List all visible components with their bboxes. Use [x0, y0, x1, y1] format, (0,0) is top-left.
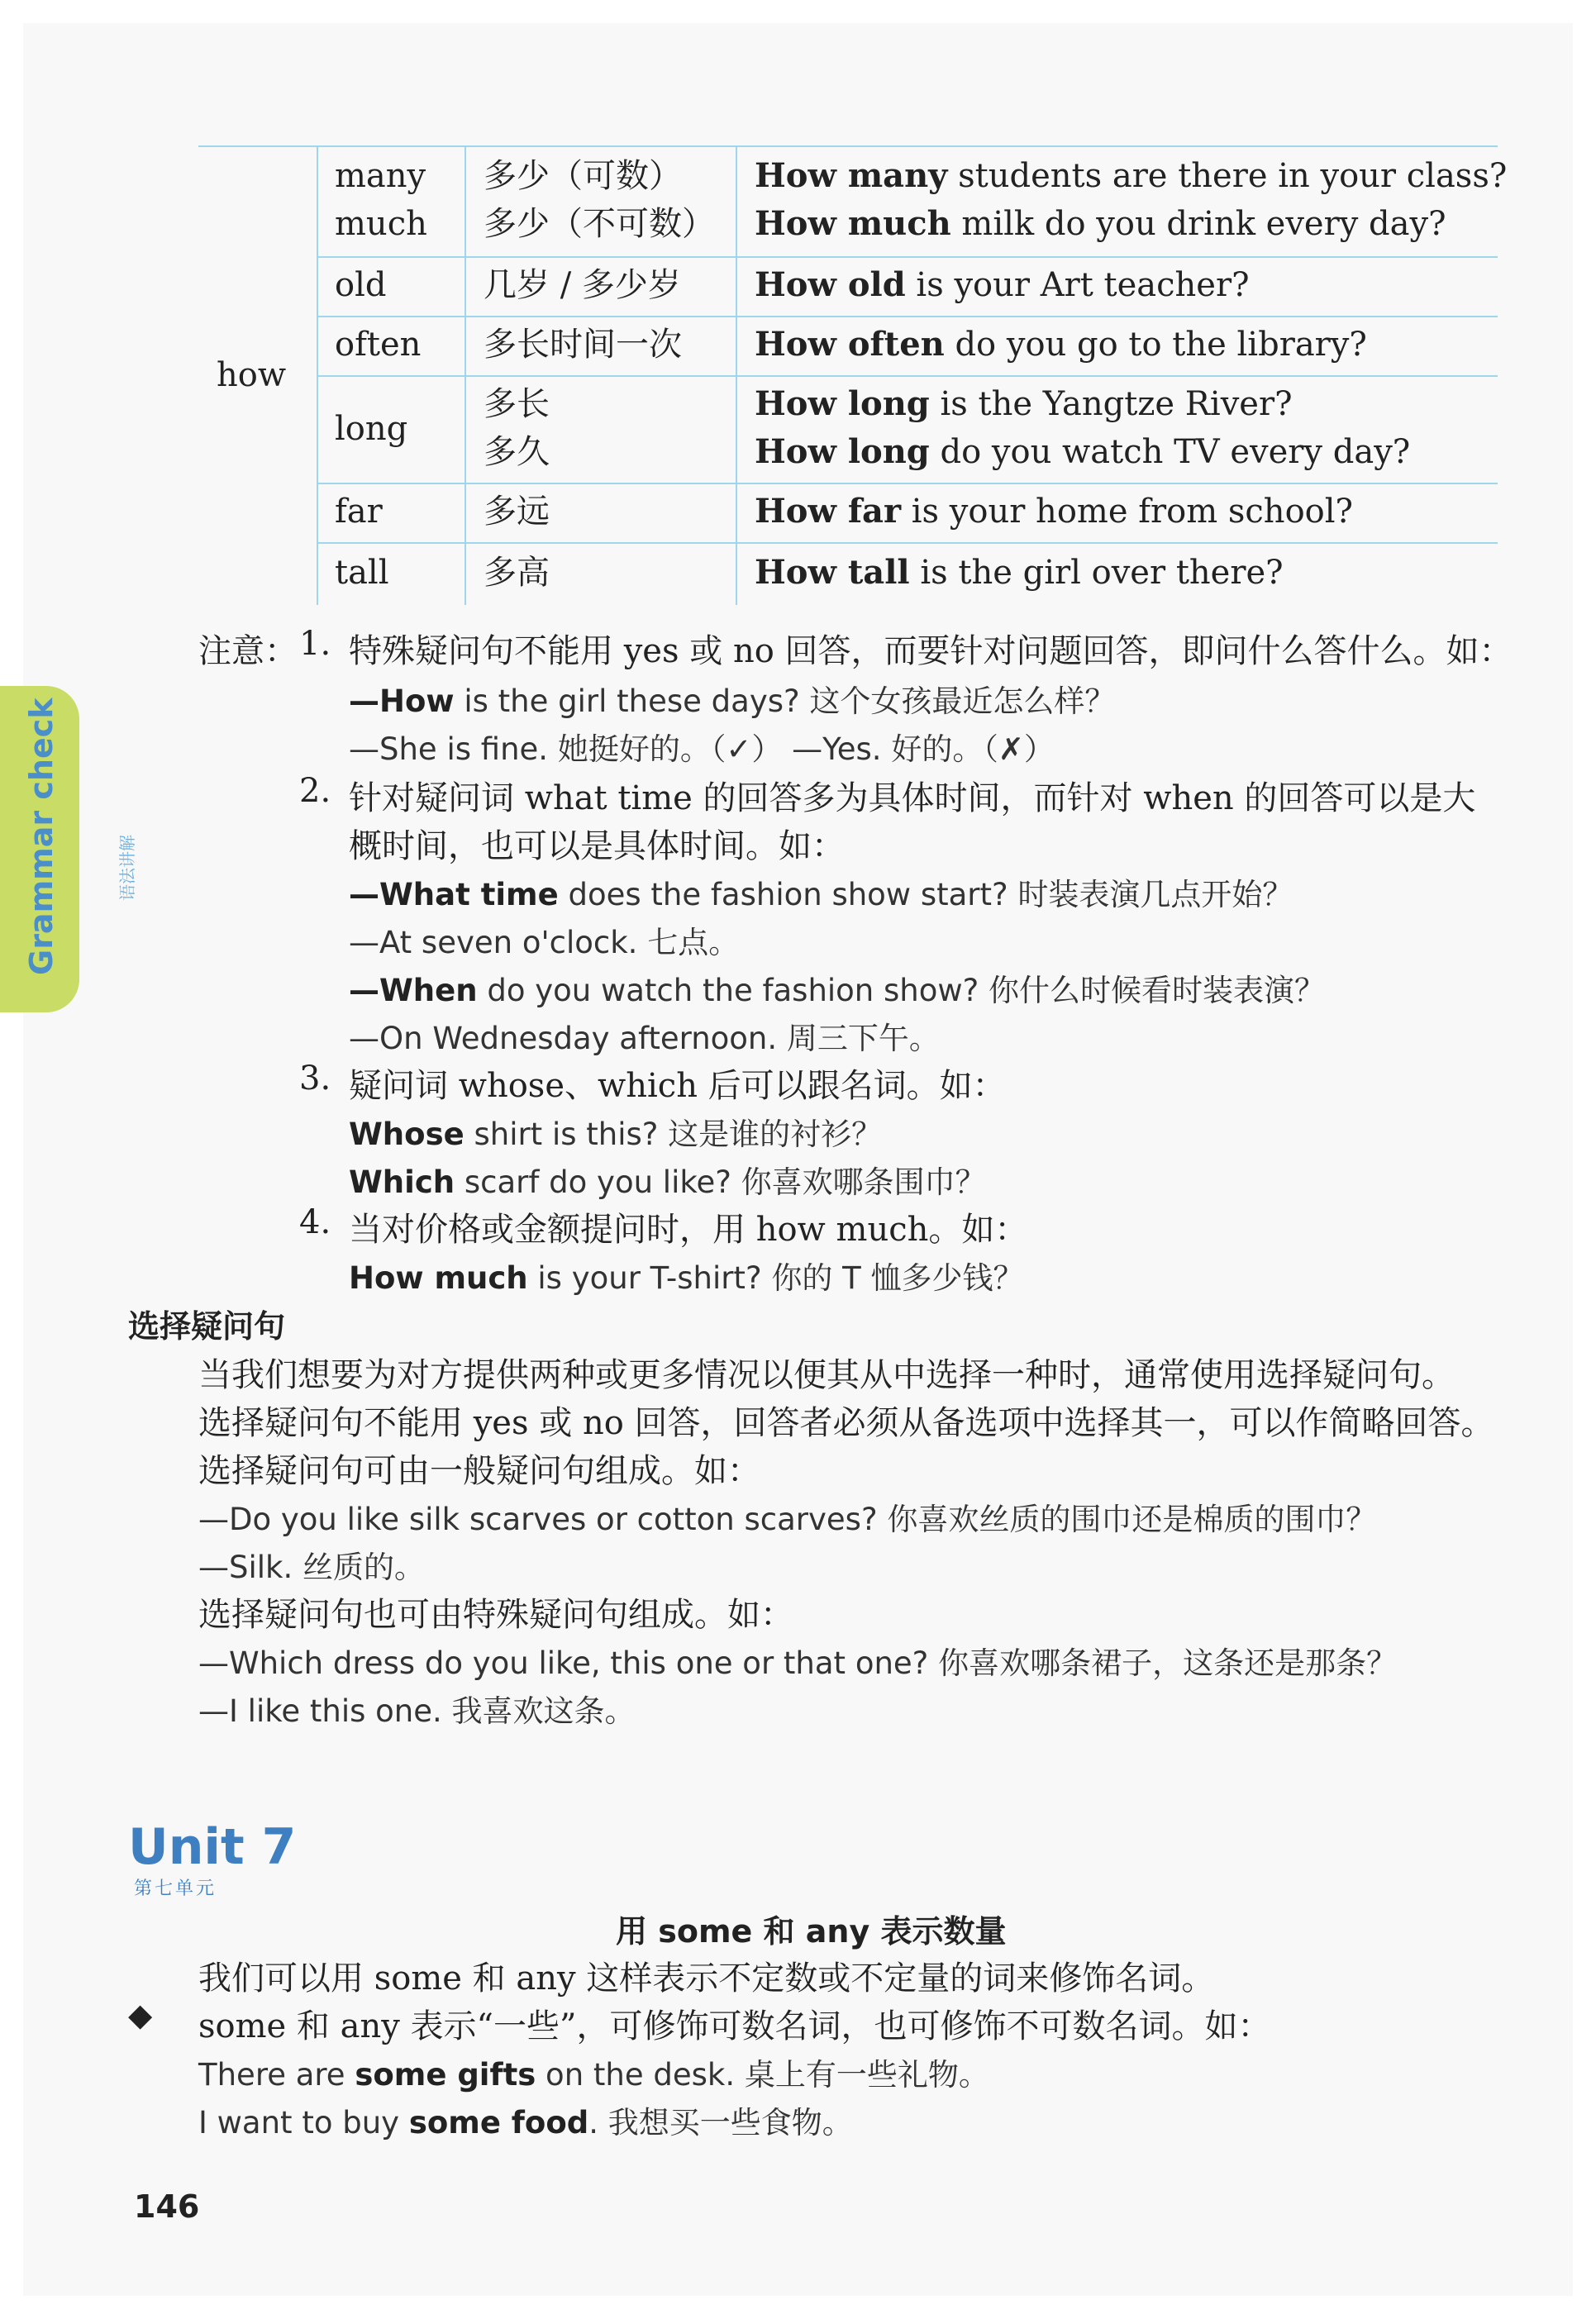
note-2-example-4: —On Wednesday afternoon. 周三下午。 — [349, 1021, 940, 1056]
note-2-example-3: —When do you watch the fashion show? 你什么时候看时装表演？ — [349, 973, 1326, 1008]
example-tall: How tall is the girl over there? — [755, 553, 1284, 592]
note-3-text: 疑问词 whose、which 后可以跟名词。如： — [349, 1067, 1006, 1105]
note-3-example-1: Whose shirt is this? 这是谁的衬衫？ — [349, 1117, 883, 1152]
note-2-text-1: 针对疑问词 what time 的回答多为具体时间，而针对 when 的回答可以是大 — [349, 779, 1476, 817]
meaning-far: 多远 — [484, 493, 550, 531]
example-much: How much milk do you drink every day? — [755, 204, 1446, 243]
unit-subtitle: 第七单元 — [134, 1879, 217, 1899]
choice-example-3: —Which dress do you like, this one or that one? 你喜欢哪条裙子，这条还是那条？ — [198, 1645, 1398, 1681]
meaning-much: 多少（不可数） — [484, 205, 715, 243]
meaning-tall: 多高 — [484, 554, 550, 592]
note-4-number: 4. — [299, 1203, 331, 1241]
meaning-long-1: 多长 — [484, 385, 550, 423]
note-3-example-2: Which scarf do you like? 你喜欢哪条围巾？ — [349, 1164, 986, 1200]
word-far: far — [335, 493, 383, 531]
meaning-often: 多长时间一次 — [484, 326, 682, 364]
choice-paragraph-3: 选择疑问句可由一般疑问句组成。如： — [198, 1452, 760, 1490]
example-far: How far is your home from school? — [755, 492, 1353, 531]
table-rule — [318, 542, 1498, 544]
note-2-example-2: —At seven o'clock. 七点。 — [349, 925, 740, 960]
example-often: How often do you go to the library? — [755, 325, 1367, 364]
table-rule — [318, 316, 1498, 317]
word-old: old — [335, 266, 387, 304]
table-col-rule — [317, 145, 318, 605]
unit-bullet-text: some 和 any 表示“一些”，可修饰可数名词，也可修饰不可数名词。如： — [198, 2007, 1271, 2045]
choice-example-4: —I like this one. 我喜欢这条。 — [198, 1693, 636, 1729]
meaning-many: 多少（可数） — [484, 157, 682, 195]
unit-title: Unit 7 — [128, 1818, 297, 1876]
word-much: much — [335, 205, 427, 243]
notes-label: 注意： — [198, 632, 298, 670]
note-1-example-1: —How is the girl these days? 这个女孩最近怎么样？ — [349, 683, 1116, 719]
section-title: 用 some 和 any 表示数量 — [616, 1913, 1007, 1950]
table-top-rule — [198, 145, 1498, 147]
table-rule — [318, 375, 1498, 377]
table-col-rule — [465, 145, 466, 605]
row-head-how: how — [217, 356, 287, 394]
note-1-example-2: —She is fine. 她挺好的。（✓） —Yes. 好的。（✗） — [349, 731, 1055, 767]
note-1-text: 特殊疑问句不能用 yes 或 no 回答，而要针对问题回答，即问什么答什么。如： — [349, 632, 1513, 670]
note-2-number: 2. — [299, 772, 331, 810]
meaning-long-2: 多久 — [484, 433, 550, 471]
page-number: 146 — [134, 2188, 200, 2225]
note-4-example-1: How much is your T-shirt? 你的 T 恤多少钱？ — [349, 1260, 1024, 1296]
word-long: long — [335, 410, 408, 448]
example-many: How many students are there in your class? — [755, 156, 1508, 195]
note-2-example-1: —What time does the fashion show start? 时装表演几点开始？ — [349, 877, 1293, 912]
word-tall: tall — [335, 554, 389, 592]
choice-example-2: —Silk. 丝质的。 — [198, 1550, 425, 1585]
example-old: How old is your Art teacher? — [755, 265, 1250, 304]
meaning-old: 几岁 / 多少岁 — [484, 266, 681, 304]
choice-paragraph-2: 选择疑问句不能用 yes 或 no 回答，回答者必须从备选项中选择其一，可以作简略回答。 — [198, 1404, 1494, 1442]
unit-intro: 我们可以用 some 和 any 这样表示不定数或不定量的词来修饰名词。 — [198, 1959, 1215, 1998]
choice-paragraph-4: 选择疑问句也可由特殊疑问句组成。如： — [198, 1596, 793, 1634]
note-1-number: 1. — [299, 625, 331, 663]
unit-example-2: I want to buy some food. 我想买一些食物。 — [198, 2105, 853, 2140]
example-long-2: How long do you watch TV every day? — [755, 432, 1411, 471]
word-often: often — [335, 326, 422, 364]
note-2-text-2: 概时间，也可以是具体时间。如： — [349, 827, 845, 865]
unit-example-1: There are some gifts on the desk. 桌上有一些礼物。 — [198, 2057, 989, 2093]
side-tab-title: Grammar check — [23, 698, 60, 975]
choice-heading: 选择疑问句 — [128, 1308, 286, 1345]
choice-example-1: —Do you like silk scarves or cotton scarves? 你喜欢丝质的围巾还是棉质的围巾？ — [198, 1502, 1377, 1537]
word-many: many — [335, 157, 426, 195]
example-long-1: How long is the Yangtze River? — [755, 384, 1293, 423]
table-rule — [318, 483, 1498, 484]
note-4-text: 当对价格或金额提问时，用 how much。如： — [349, 1211, 1028, 1249]
side-tab-subtitle: 语法讲解 — [117, 835, 137, 901]
table-rule — [318, 256, 1498, 258]
bullet-diamond-icon: ◆ — [128, 1997, 153, 2033]
table-col-rule — [736, 145, 737, 605]
note-3-number: 3. — [299, 1060, 331, 1098]
choice-paragraph-1: 当我们想要为对方提供两种或更多情况以便其从中选择一种时，通常使用选择疑问句。 — [198, 1356, 1455, 1394]
